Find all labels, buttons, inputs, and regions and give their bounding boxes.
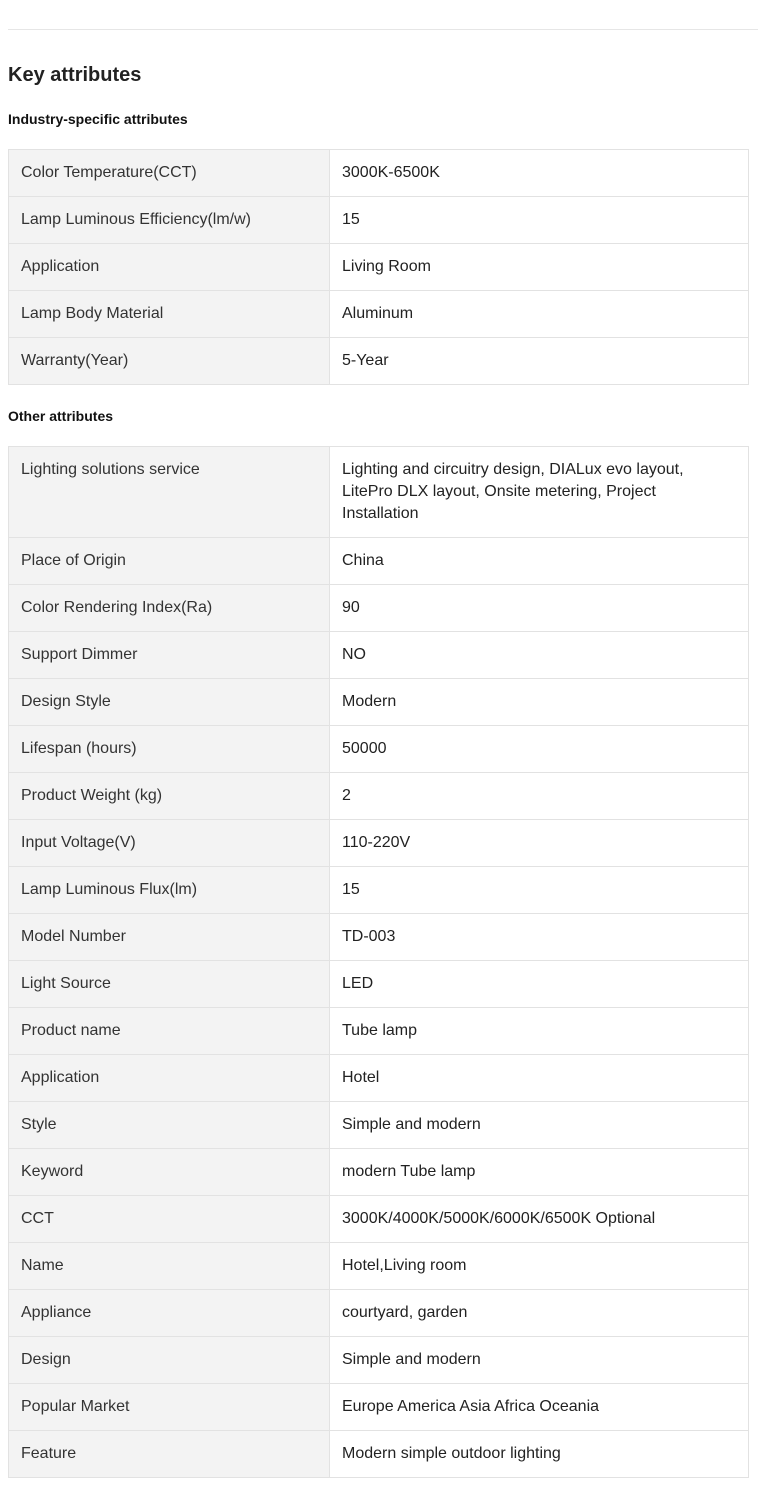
table-row <box>9 867 749 914</box>
attribute-value: Aluminum <box>330 291 749 338</box>
attribute-value: Simple and modern <box>330 1102 749 1149</box>
attribute-value: 2 <box>330 773 749 820</box>
attribute-value: NO <box>330 632 749 679</box>
attribute-value: Modern <box>330 679 749 726</box>
attribute-name: Popular Market <box>9 1384 330 1431</box>
attribute-value: 110-220V <box>330 820 749 867</box>
attribute-value: Simple and modern <box>330 1337 749 1384</box>
table-row <box>9 1102 749 1149</box>
attribute-name: CCT <box>9 1196 330 1243</box>
table-row <box>9 632 749 679</box>
attribute-value: Tube lamp <box>330 1008 749 1055</box>
attribute-value: Modern simple outdoor lighting <box>330 1431 749 1478</box>
attribute-value: 3000K-6500K <box>330 150 749 197</box>
attribute-value: TD-003 <box>330 914 749 961</box>
attribute-name: Lamp Luminous Flux(lm) <box>9 867 330 914</box>
attribute-name: Input Voltage(V) <box>9 820 330 867</box>
attribute-value: Living Room <box>330 244 749 291</box>
page-title: Key attributes <box>8 64 142 86</box>
table-row <box>9 1337 749 1384</box>
table-row <box>9 1431 749 1478</box>
attribute-value: Hotel <box>330 1055 749 1102</box>
attribute-name: Support Dimmer <box>9 632 330 679</box>
attribute-name: Product name <box>9 1008 330 1055</box>
attribute-name: Feature <box>9 1431 330 1478</box>
attribute-value: Europe America Asia Africa Oceania <box>330 1384 749 1431</box>
attribute-name: Name <box>9 1243 330 1290</box>
attribute-value: 15 <box>330 197 749 244</box>
attribute-name: Appliance <box>9 1290 330 1337</box>
attribute-value: courtyard, garden <box>330 1290 749 1337</box>
table-row <box>9 1196 749 1243</box>
table-row <box>9 244 749 291</box>
table-row <box>9 914 749 961</box>
industry-attributes-table <box>8 149 749 385</box>
attribute-name: Color Rendering Index(Ra) <box>9 585 330 632</box>
attribute-name: Design Style <box>9 679 330 726</box>
table-row <box>9 585 749 632</box>
table-row <box>9 291 749 338</box>
attribute-name: Product Weight (kg) <box>9 773 330 820</box>
attribute-value: Hotel,Living room <box>330 1243 749 1290</box>
table-row <box>9 726 749 773</box>
attribute-value: Lighting and circuitry design, DIALux evo layout, LitePro DLX layout, Onsite metering, Project Installation <box>330 447 749 538</box>
attribute-name: Place of Origin <box>9 538 330 585</box>
attribute-name: Lifespan (hours) <box>9 726 330 773</box>
table-row <box>9 773 749 820</box>
table-row <box>9 1008 749 1055</box>
attribute-name: Keyword <box>9 1149 330 1196</box>
attribute-name: Design <box>9 1337 330 1384</box>
table-row <box>9 150 749 197</box>
attribute-value: 90 <box>330 585 749 632</box>
table-row <box>9 447 749 538</box>
attribute-value: LED <box>330 961 749 1008</box>
table-row <box>9 1243 749 1290</box>
table-row <box>9 1384 749 1431</box>
attribute-name: Style <box>9 1102 330 1149</box>
table-row <box>9 338 749 385</box>
table-row <box>9 1290 749 1337</box>
attribute-value: 3000K/4000K/5000K/6000K/6500K Optional <box>330 1196 749 1243</box>
attribute-name: Light Source <box>9 961 330 1008</box>
section-title-other: Other attributes <box>8 408 114 424</box>
section-title-industry: Industry-specific attributes <box>8 111 188 127</box>
attribute-name: Lamp Body Material <box>9 291 330 338</box>
other-attributes-table <box>8 446 749 1478</box>
attribute-name: Color Temperature(CCT) <box>9 150 330 197</box>
attribute-name: Application <box>9 1055 330 1102</box>
table-row <box>9 820 749 867</box>
attribute-name: Model Number <box>9 914 330 961</box>
attribute-value: 5-Year <box>330 338 749 385</box>
table-row <box>9 1055 749 1102</box>
attribute-value: China <box>330 538 749 585</box>
table-row <box>9 1149 749 1196</box>
table-row <box>9 197 749 244</box>
attribute-value: 50000 <box>330 726 749 773</box>
attribute-value: modern Tube lamp <box>330 1149 749 1196</box>
attribute-name: Application <box>9 244 330 291</box>
attribute-value: 15 <box>330 867 749 914</box>
table-row <box>9 961 749 1008</box>
attribute-name: Lamp Luminous Efficiency(lm/w) <box>9 197 330 244</box>
table-row <box>9 538 749 585</box>
attribute-name: Warranty(Year) <box>9 338 330 385</box>
table-row <box>9 679 749 726</box>
attribute-name: Lighting solutions service <box>9 447 330 538</box>
top-divider <box>8 29 758 30</box>
